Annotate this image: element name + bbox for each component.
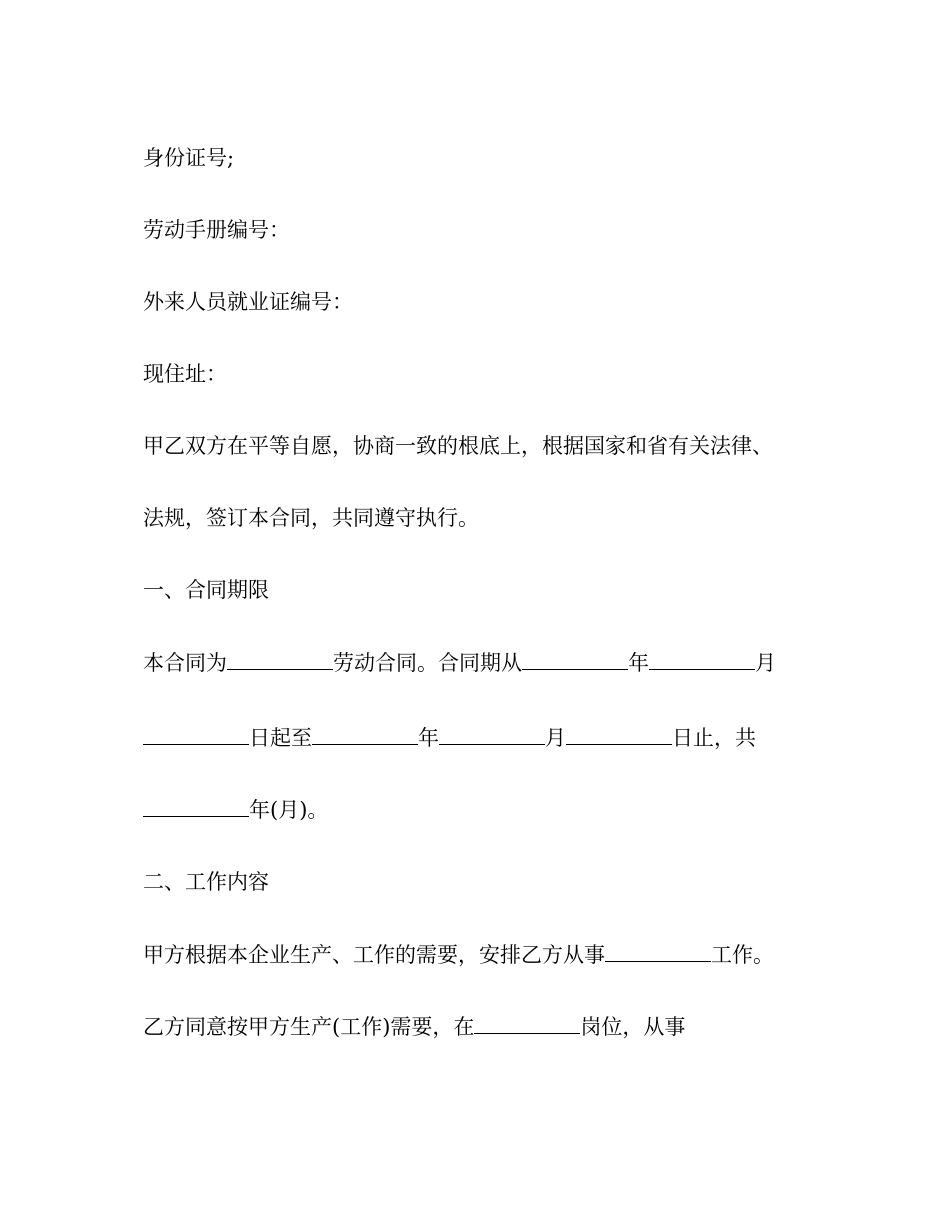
- position-blank[interactable]: [474, 1015, 580, 1034]
- term-text-a1: 本合同为: [143, 651, 227, 675]
- intro-text-1: 甲乙双方在平等自愿，协商一致的根底上，根据国家和省有关法律、: [143, 434, 773, 458]
- contract-term-line-3: [143, 798, 328, 822]
- contract-term-line-2: [143, 726, 756, 750]
- work-text-2b: 岗位，从事: [580, 1015, 686, 1039]
- section-1-title: 一、合同期限: [143, 578, 269, 602]
- section-1-heading: [143, 578, 269, 602]
- work-text-1a: 甲方根据本企业生产、工作的需要，安排乙方从事: [143, 943, 605, 967]
- term-text-c1: 年(月)。: [249, 798, 329, 822]
- work-content-line-1: [143, 943, 774, 967]
- intro-paragraph-line-1: [143, 434, 773, 458]
- intro-paragraph-line-2: [143, 506, 479, 530]
- current-address-line: [143, 362, 227, 386]
- employment-permit-label: 外来人员就业证编号：: [143, 290, 353, 314]
- term-text-a2: 劳动合同。合同期从: [333, 651, 522, 675]
- term-text-a3: 年: [628, 651, 649, 675]
- end-day-blank[interactable]: [566, 726, 672, 745]
- contract-type-blank[interactable]: [227, 651, 333, 670]
- employment-permit-line: [143, 290, 353, 314]
- job-type-blank[interactable]: [605, 943, 711, 962]
- duration-blank[interactable]: [143, 798, 249, 817]
- term-text-b2: 年: [418, 726, 439, 750]
- section-2-title: 二、工作内容: [143, 870, 269, 894]
- labor-handbook-line: [143, 218, 290, 242]
- start-month-blank[interactable]: [649, 651, 755, 670]
- term-text-b3: 月: [545, 726, 566, 750]
- contract-term-line-1: [143, 651, 776, 675]
- work-text-2a: 乙方同意按甲方生产(工作)需要，在: [143, 1015, 475, 1039]
- term-text-b1: 日起至: [249, 726, 312, 750]
- id-number-line: [143, 146, 234, 170]
- term-text-b4: 日止，共: [672, 726, 756, 750]
- id-number-label: 身份证号;: [143, 146, 235, 170]
- work-text-1b: 工作。: [711, 943, 774, 967]
- section-2-heading: [143, 870, 269, 894]
- end-month-blank[interactable]: [439, 726, 545, 745]
- current-address-label: 现住址：: [143, 362, 227, 386]
- work-content-line-2: [143, 1015, 685, 1039]
- start-year-blank[interactable]: [522, 651, 628, 670]
- term-text-a4: 月: [755, 651, 776, 675]
- labor-handbook-label: 劳动手册编号：: [143, 218, 290, 242]
- intro-text-2: 法规，签订本合同，共同遵守执行。: [143, 506, 479, 530]
- start-day-blank[interactable]: [143, 726, 249, 745]
- end-year-blank[interactable]: [312, 726, 418, 745]
